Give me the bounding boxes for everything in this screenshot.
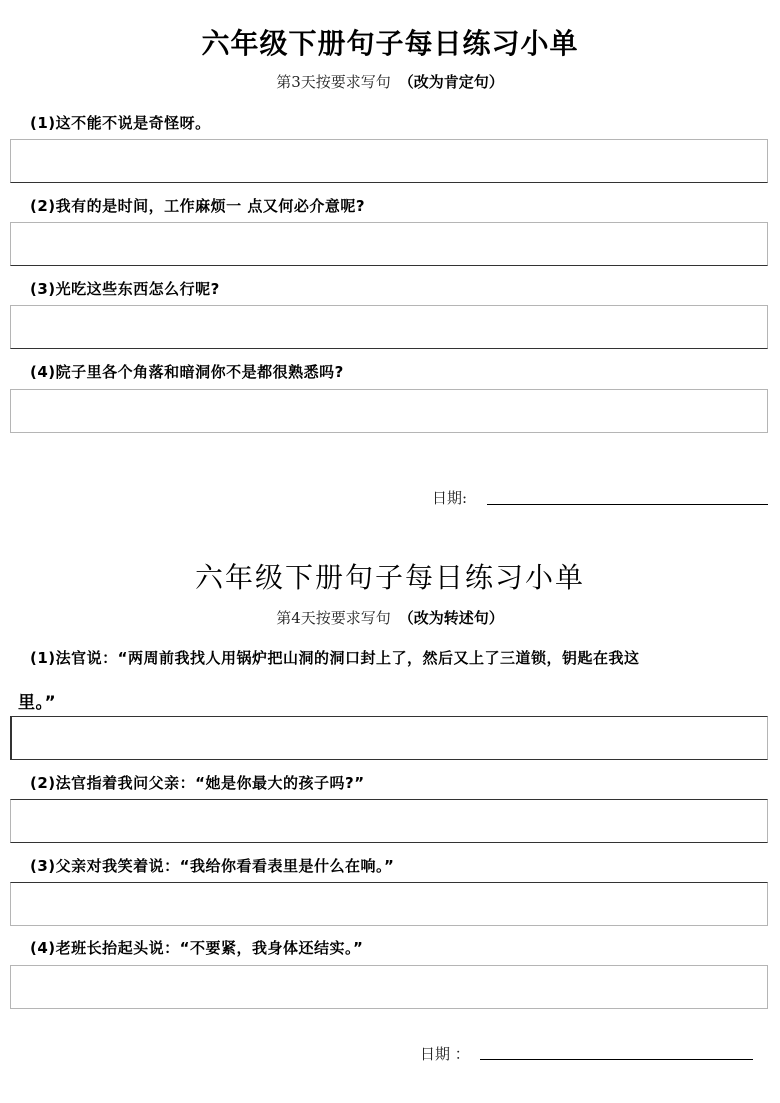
sheet1-question-3: (3)光吃这些东西怎么行呢?	[30, 280, 220, 298]
sheet1-instruction-note: （改为肯定句）	[398, 73, 504, 91]
sheet2-answer-box-1[interactable]	[10, 716, 768, 760]
sheet1-subtitle	[0, 71, 780, 92]
sheet1-answer-box-3[interactable]	[10, 305, 768, 349]
sheet1-date-line[interactable]	[487, 504, 768, 505]
sheet2-date-label: 日期 ：	[420, 1045, 470, 1063]
sheet2-question-1-continued: 里。”	[18, 693, 57, 713]
sheet2-question-3: (3)父亲对我笑着说：“我给你看看表里是什么在响。”	[30, 857, 395, 875]
sheet2-answer-box-2[interactable]	[10, 799, 768, 843]
sheet1-question-4: (4)院子里各个角落和暗洞你不是都很熟悉吗?	[30, 363, 344, 381]
sheet1-answer-box-4[interactable]	[10, 389, 768, 433]
sheet2-subtitle	[0, 607, 780, 628]
sheet1-question-1: (1)这不能不说是奇怪呀。	[30, 114, 211, 132]
sheet1-answer-box-1[interactable]	[10, 139, 768, 183]
sheet2-question-1: (1)法官说：“两周前我找人用锅炉把山洞的洞口封上了，然后又上了三道锁，钥匙在我这	[30, 649, 640, 667]
sheet2-title: 六年级下册句子每日练习小单	[194, 561, 585, 594]
sheet1-date-label: 日期:	[432, 489, 468, 507]
sheet2-question-4: (4)老班长抬起头说：“不要紧，我身体还结实。”	[30, 939, 364, 957]
sheet2-answer-box-3[interactable]	[10, 882, 768, 926]
sheet2-question-2: (2)法官指着我问父亲：“她是你最大的孩子吗?”	[30, 774, 365, 792]
sheet1-subtitle-text: 第3天按要求写句	[276, 73, 391, 91]
sheet1-question-2: (2)我有的是时间，工作麻烦一 点又何必介意呢?	[30, 197, 366, 215]
sheet2-subtitle-text: 第4天按要求写句	[276, 609, 391, 627]
sheet2-date-line[interactable]	[480, 1059, 753, 1060]
sheet1-answer-box-2[interactable]	[10, 222, 768, 266]
sheet1-title: 六年级下册句子每日练习小单	[201, 27, 579, 60]
sheet2-instruction-note: （改为转述句）	[398, 609, 504, 627]
sheet2-answer-box-4[interactable]	[10, 965, 768, 1009]
